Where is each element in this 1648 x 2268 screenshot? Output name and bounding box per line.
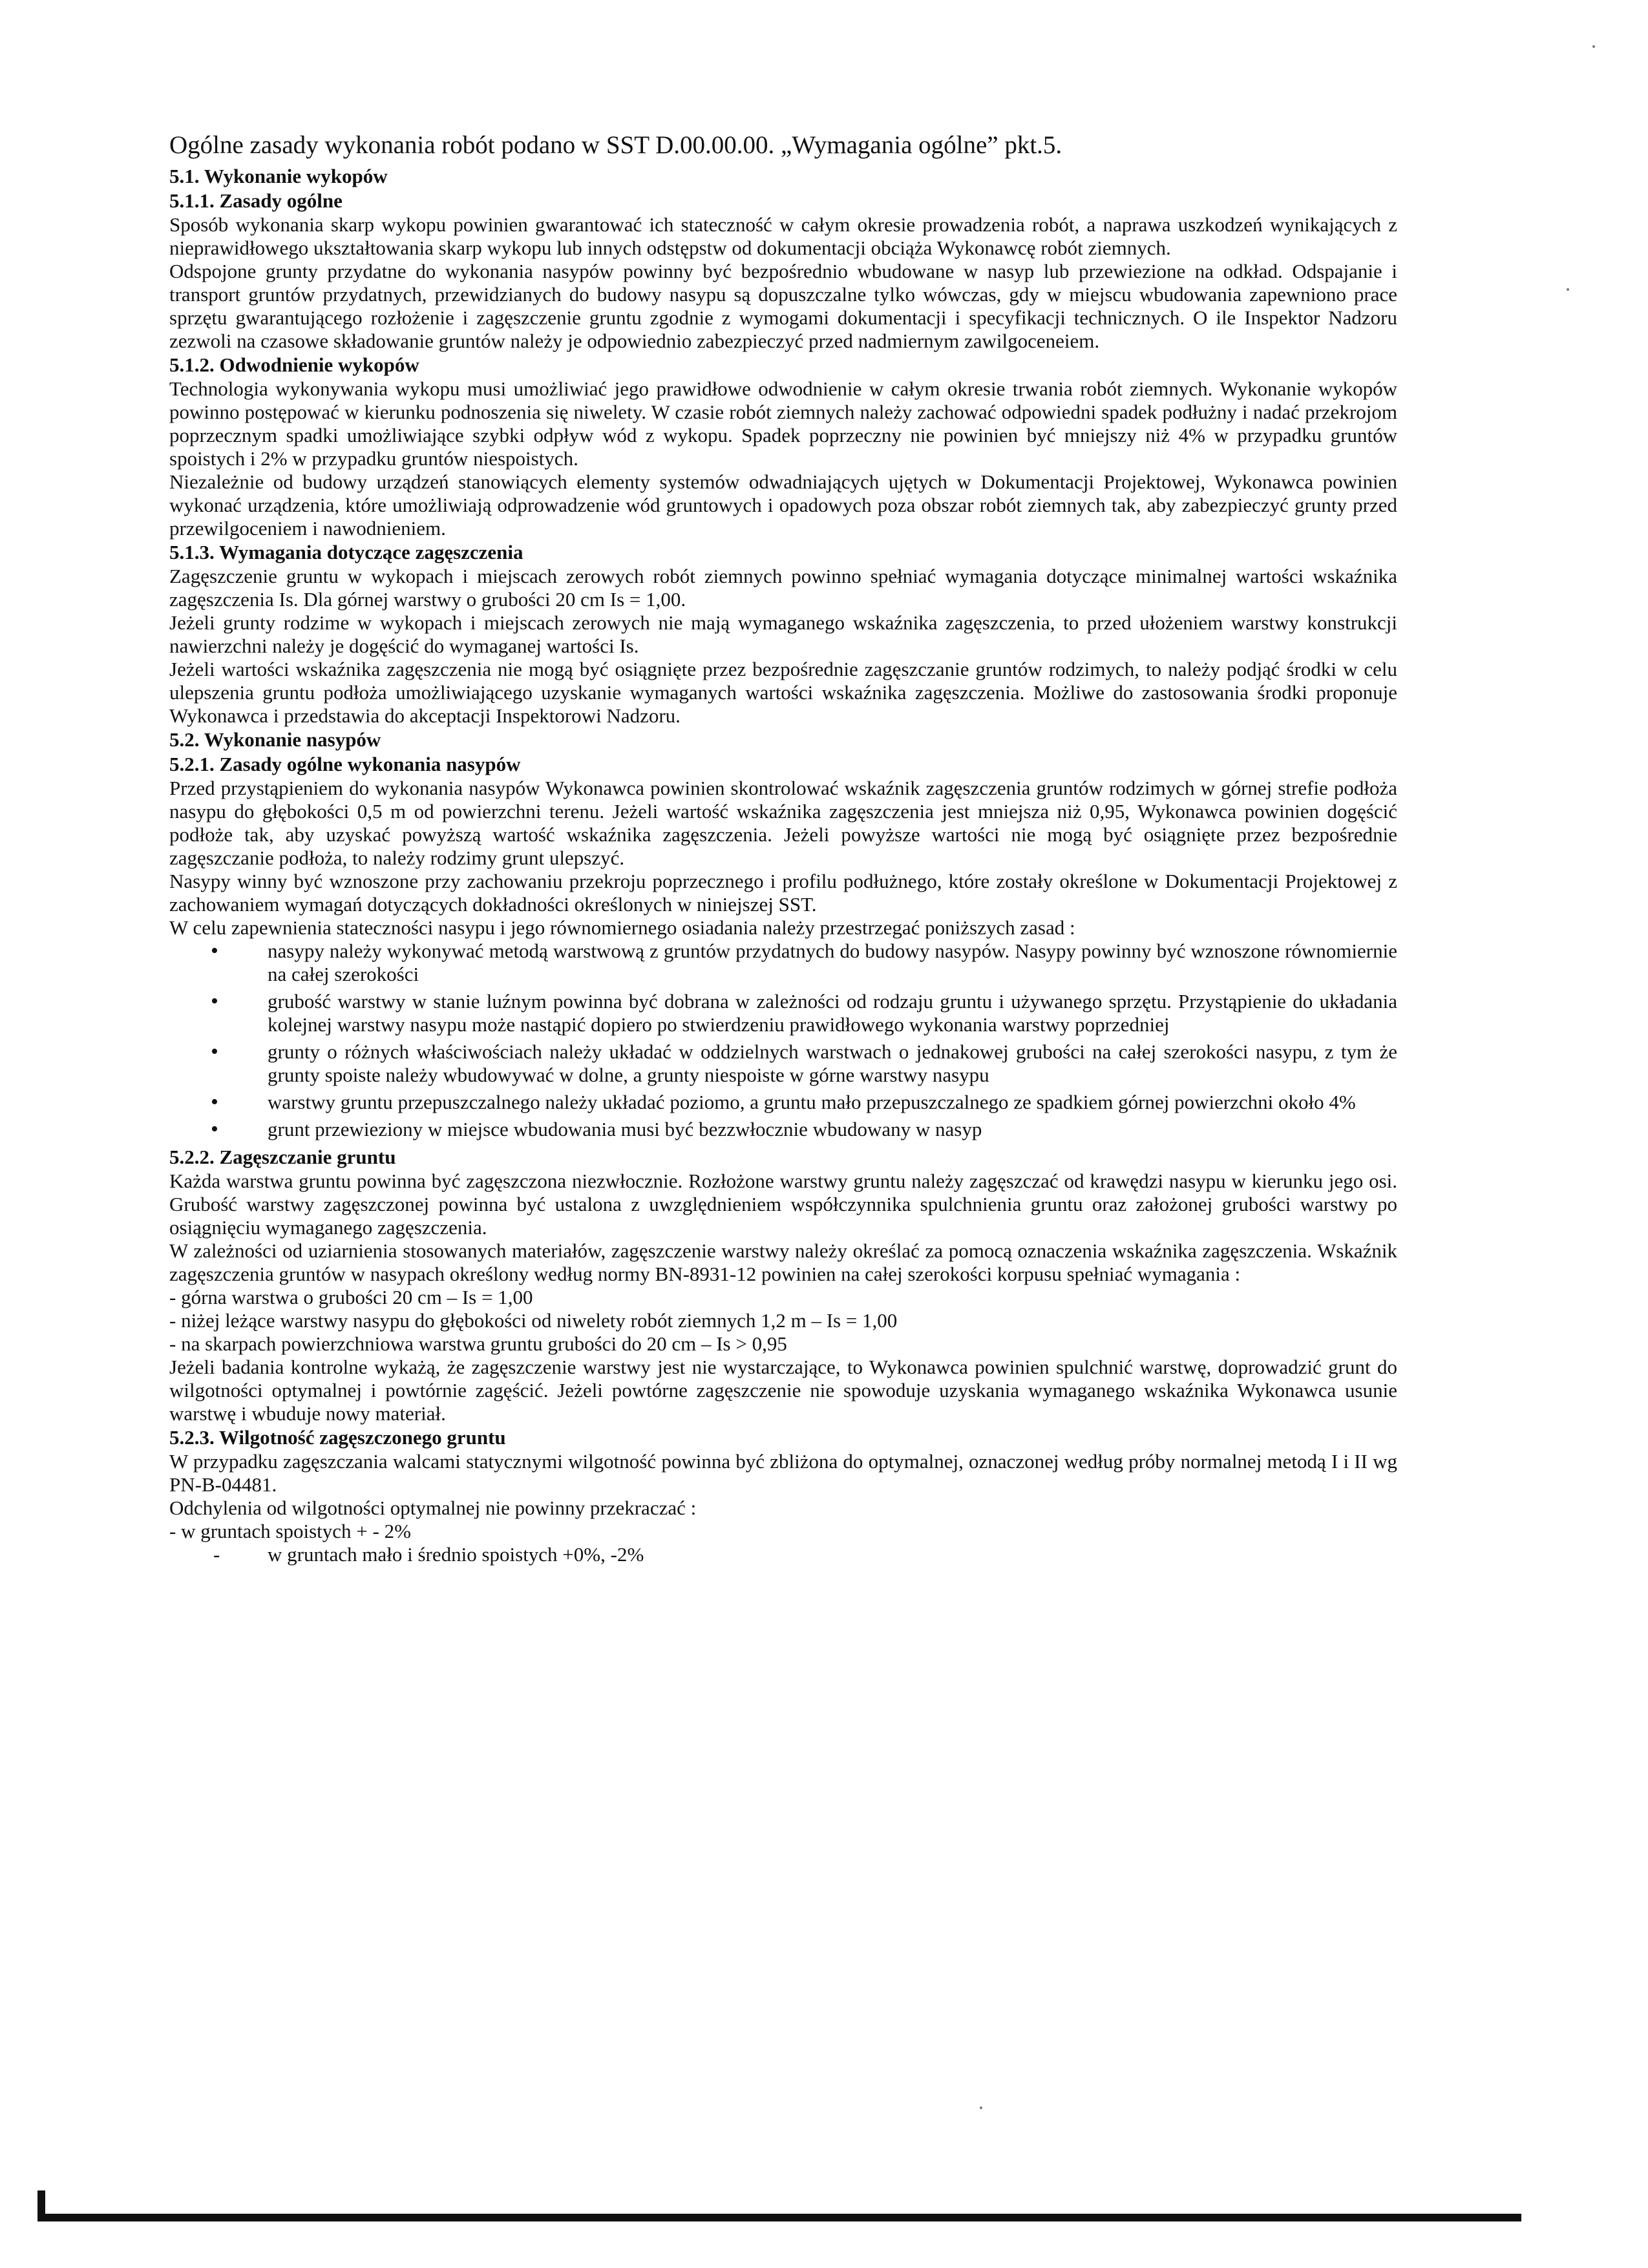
section-5-2-3-heading: 5.2.3. Wilgotność zagęszczonego gruntu [169, 1426, 506, 1449]
paragraph: Jeżeli wartości wskaźnika zagęszczenia nie mogą być osiągnięte przez bezpośrednie zagęszczanie gruntów rodzimych, to należy podjąć środki w celu ulepszenia gruntu podłoża umożliwiającego uzyskanie wymaganych wartości wskaźnika zagęszczenia. Możliwe do zastosowania środki proponuje Wykonawca i przedstawia do akceptacji Inspektorowi Nadzoru. [169, 658, 1397, 727]
section-5-1-1-heading: 5.1.1. Zasady ogólne [169, 189, 343, 212]
requirement-line: - niżej leżące warstwy nasypu do głębokości od niwelety robót ziemnych 1,2 m – Is = 1,00 [169, 1309, 898, 1332]
paragraph: W celu zapewnienia stateczności nasypu i jego równomiernego osiadania należy przestrzegać poniższych zasad : [169, 916, 1075, 939]
section-5-1-3-heading: 5.1.3. Wymagania dotyczące zagęszczenia [169, 541, 523, 563]
document-page [169, 129, 1397, 1566]
list-item: • grunt przewieziony w miejsce wbudowania musi być bezzwłocznie wbudowany w nasyp [268, 1118, 1397, 1141]
paragraph: W zależności od uziarnienia stosowanych materiałów, zagęszczenie warstwy należy określać za pomocą oznaczenia wskaźnika zagęszczenia. Wskaźnik zagęszczenia gruntów w nasypach określony według normy BN-8931-12 powinien na całej szerokości korpusu spełniać wymagania : [169, 1239, 1397, 1285]
scan-speck [1567, 288, 1569, 291]
paragraph: Odspojone grunty przydatne do wykonania nasypów powinny być bezpośrednio wbudowane w nasyp lub przewiezione na odkład. Odspajanie i transport gruntów przydatnych, przewidzianych do budowy nasypu są dopuszczalne tylko wówczas, gdy w miejscu wbudowania zapewniono prace sprzętu gwarantującego rozłożenie i zagęszczenie gruntu zgodnie z wymogami dokumentacji i specyfikacji technicznych. O ile Inspektor Nadzoru zezwoli na czasowe składowanie gruntów należy je odpowiednio zabezpieczyć przed nadmiernym zawilgoceneiem. [169, 260, 1397, 352]
section-5-2-1-heading: 5.2.1. Zasady ogólne wykonania nasypów [169, 753, 521, 775]
list-item: • warstwy gruntu przepuszczalnego należy układać poziomo, a gruntu mało przepuszczalnego ze spadkiem górnej powierzchni około 4% [268, 1091, 1397, 1114]
list-item: • grubość warstwy w stanie luźnym powinna być dobrana w zależności od rodzaju gruntu i używanego sprzętu. Przystąpienie do układania kolejnej warstwy nasypu może nastąpić dopiero po stwierdzeniu prawidłowego wykonania warstwy poprzedniej [268, 990, 1397, 1036]
rules-list [169, 940, 1397, 1141]
paragraph: Zagęszczenie gruntu w wykopach i miejscach zerowych robót ziemnych powinno spełniać wymagania dotyczące minimalnej wartości wskaźnika zagęszczenia Is. Dla górnej warstwy o grubości 20 cm Is = 1,00. [169, 565, 1397, 611]
requirement-line: - górna warstwa o grubości 20 cm – Is = 1,00 [169, 1286, 533, 1308]
paragraph: Technologia wykonywania wykopu musi umożliwiać jego prawidłowe odwodnienie w całym okresie trwania robót ziemnych. Wykonanie wykopów powinno postępować w kierunku podnoszenia się niwelety. W czasie robót ziemnych należy zachować odpowiedni spadek podłużny i nadać przekrojom poprzecznym spadki umożliwiające szybki odpływ wód z wykopu. Spadek poprzeczny nie powinien być mniejszy niż 4% w przypadku gruntów spoistych i 2% w przypadku gruntów niespoistych. [169, 377, 1397, 470]
paragraph: Sposób wykonania skarp wykopu powinien gwarantować ich stateczność w całym okresie prowadzenia robót, a naprawa uszkodzeń wynikających z nieprawidłowego ukształtowania skarp wykopu lub innych odstępstw od dokumentacji obciąża Wykonawcę robót ziemnych. [169, 213, 1397, 259]
paragraph: Niezależnie od budowy urządzeń stanowiących elementy systemów odwadniających ujętych w Dokumentacji Projektowej, Wykonawca powinien wykonać urządzenia, które umożliwiają odprowadzenie wód gruntowych i opadowych poza obszar robót ziemnych tak, aby zabezpieczyć grunty przed przewilgoceniem i nawodnieniem. [169, 470, 1397, 540]
section-5-2-2-heading: 5.2.2. Zagęszczanie gruntu [169, 1146, 396, 1168]
paragraph: W przypadku zagęszczania walcami statycznymi wilgotność powinna być zbliżona do optymalnej, oznaczonej według próby normalnej metodą I i II wg PN-B-04481. [169, 1450, 1397, 1496]
scan-bottom-edge [37, 2214, 1521, 2221]
paragraph: Odchylenia od wilgotności optymalnej nie powinny przekraczać : [169, 1496, 697, 1519]
requirement-line-text: w gruntach mało i średnio spoistych +0%, -2% [268, 1543, 644, 1566]
paragraph: Przed przystąpieniem do wykonania nasypów Wykonawca powinien skontrolować wskaźnik zagęszczenia gruntów rodzimych w górnej strefie podłoża nasypu do głębokości 0,5 m od powierzchni terenu. Jeżeli wartość wskaźnika zagęszczenia jest mniejsza niż 0,95, Wykonawca powinien dogęścić podłoże tak, aby uzyskać powyższą wartość wskaźnika zagęszczenia. Jeżeli powyższe wartości nie mogą być osiągnięte przez bezpośrednie zagęszczanie podłoża, to należy rodzimy grunt ulepszyć. [169, 777, 1397, 869]
list-item: • grunty o różnych właściwościach należy układać w oddzielnych warstwach o jednakowej grubości na całej szerokości nasypu, z tym że grunty spoiste należy wbudowywać w dolne, a grunty niespoiste w górne warstwy nasypu [268, 1040, 1397, 1087]
section-5-2-heading: 5.2. Wykonanie nasypów [169, 728, 381, 751]
section-5-1-heading: 5.1. Wykonanie wykopów [169, 165, 388, 187]
section-5-1-2-heading: 5.1.2. Odwodnienie wykopów [169, 353, 419, 376]
scan-corner-edge [37, 2190, 45, 2221]
paragraph: Jeżeli grunty rodzime w wykopach i miejscach zerowych nie mają wymaganego wskaźnika zagęszczenia, to przed ułożeniem warstwy konstrukcji nawierzchni należy je dogęścić do wymaganej wartości Is. [169, 611, 1397, 657]
paragraph: Każda warstwa gruntu powinna być zagęszczona niezwłocznie. Rozłożone warstwy gruntu należy zagęszczać od krawędzi nasypu w kierunku jego osi. Grubość warstwy zagęszczonej powinna być ustalona z uwzględnieniem współczynnika spulchnienia gruntu oraz założonej grubości warstwy po osiągnięciu wymaganego zagęszczenia. [169, 1170, 1397, 1239]
requirement-line-indented [169, 1543, 1397, 1566]
intro-line: Ogólne zasady wykonania robót podano w SST D.00.00.00. „Wymagania ogólne” pkt.5. [169, 131, 1062, 159]
scan-speck [980, 2106, 982, 2109]
paragraph: Nasypy winny być wznoszone przy zachowaniu przekroju poprzecznego i profilu podłużnego, które zostały określone w Dokumentacji Projektowej z zachowaniem wymagań dotyczących dokładności określonych w niniejszej SST. [169, 870, 1397, 916]
requirement-line: - na skarpach powierzchniowa warstwa gruntu grubości do 20 cm – Is > 0,95 [169, 1332, 787, 1355]
requirement-line: - w gruntach spoistych + - 2% [169, 1520, 411, 1542]
list-item: • nasypy należy wykonywać metodą warstwową z gruntów przydatnych do budowy nasypów. Nasypy powinny być wznoszone równomiernie na całej szerokości [268, 940, 1397, 986]
scan-speck [1592, 45, 1595, 48]
paragraph: Jeżeli badania kontrolne wykażą, że zagęszczenie warstwy jest nie wystarczające, to Wykonawca powinien spulchnić warstwę, doprowadzić grunt do wilgotności optymalnej i powtórnie zagęścić. Jeżeli powtórne zagęszczenie nie spowoduje uzyskania wymaganego wskaźnika Wykonawca usunie warstwę i wbuduje nowy materiał. [169, 1356, 1397, 1425]
